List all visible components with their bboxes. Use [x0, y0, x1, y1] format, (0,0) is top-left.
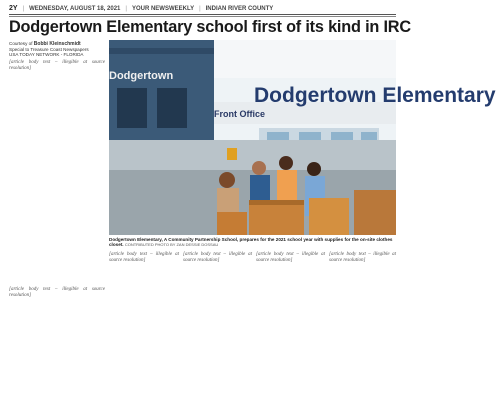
header-separator: | [22, 5, 25, 12]
school-name-sign: Dodgertown Elementary [254, 84, 496, 107]
header-separator: | [125, 5, 127, 12]
author-name: Bobbi Kleinschmidt [33, 41, 81, 47]
article-lead-column [9, 60, 105, 285]
article-column-2 [109, 252, 179, 400]
caption-text: Dodgertown Elementary, A Community Partnership School, prepares for the 2021 school year with supplies for the on-site clothes closet. [109, 237, 393, 248]
article-paragraph: [article body text – illegible at source resolution] [329, 252, 396, 263]
article-paragraph: [article body text – illegible at source resolution] [256, 252, 325, 263]
issue-date: WEDNESDAY, AUGUST 18, 2021 [29, 5, 121, 12]
front-office-sign: Front Office [214, 109, 265, 119]
byline [9, 41, 105, 57]
header-separator: | [199, 5, 201, 12]
school-wall-sign: Dodgertown [109, 70, 174, 82]
section-name: INDIAN RIVER COUNTY [205, 5, 274, 12]
author-agency: USA TODAY NETWORK - FLORIDA [9, 52, 84, 58]
article-headline: Dodgertown Elementary school first of its kind in IRC [9, 18, 411, 36]
article-paragraph: [article body text – illegible at source resolution] [109, 252, 179, 263]
article-paragraph: [article body text – illegible at source resolution] [9, 60, 105, 71]
article-column-3 [183, 252, 252, 400]
page-number: 2Y [9, 5, 18, 12]
article-paragraph: [article body text – illegible at source resolution] [183, 252, 252, 263]
paper-name: YOUR NEWSWEEKLY [131, 5, 195, 12]
article-photo [109, 40, 496, 235]
header-rule-thin [9, 16, 396, 17]
article-column-4 [256, 252, 325, 400]
photo-credit: CONTRIBUTED PHOTO BY ZAN DESSIE DOSSAU [124, 242, 219, 248]
page-header [9, 4, 396, 13]
header-rule [9, 14, 396, 15]
byline-prefix: Courtesy of [9, 41, 33, 46]
article-paragraph: [article body text – illegible at source resolution] [9, 287, 105, 298]
author-role: Special to Treasure Coast Newspapers [9, 47, 89, 53]
article-column-1-lower [9, 287, 105, 400]
article-column-5 [329, 252, 396, 400]
photo-caption [109, 237, 396, 249]
